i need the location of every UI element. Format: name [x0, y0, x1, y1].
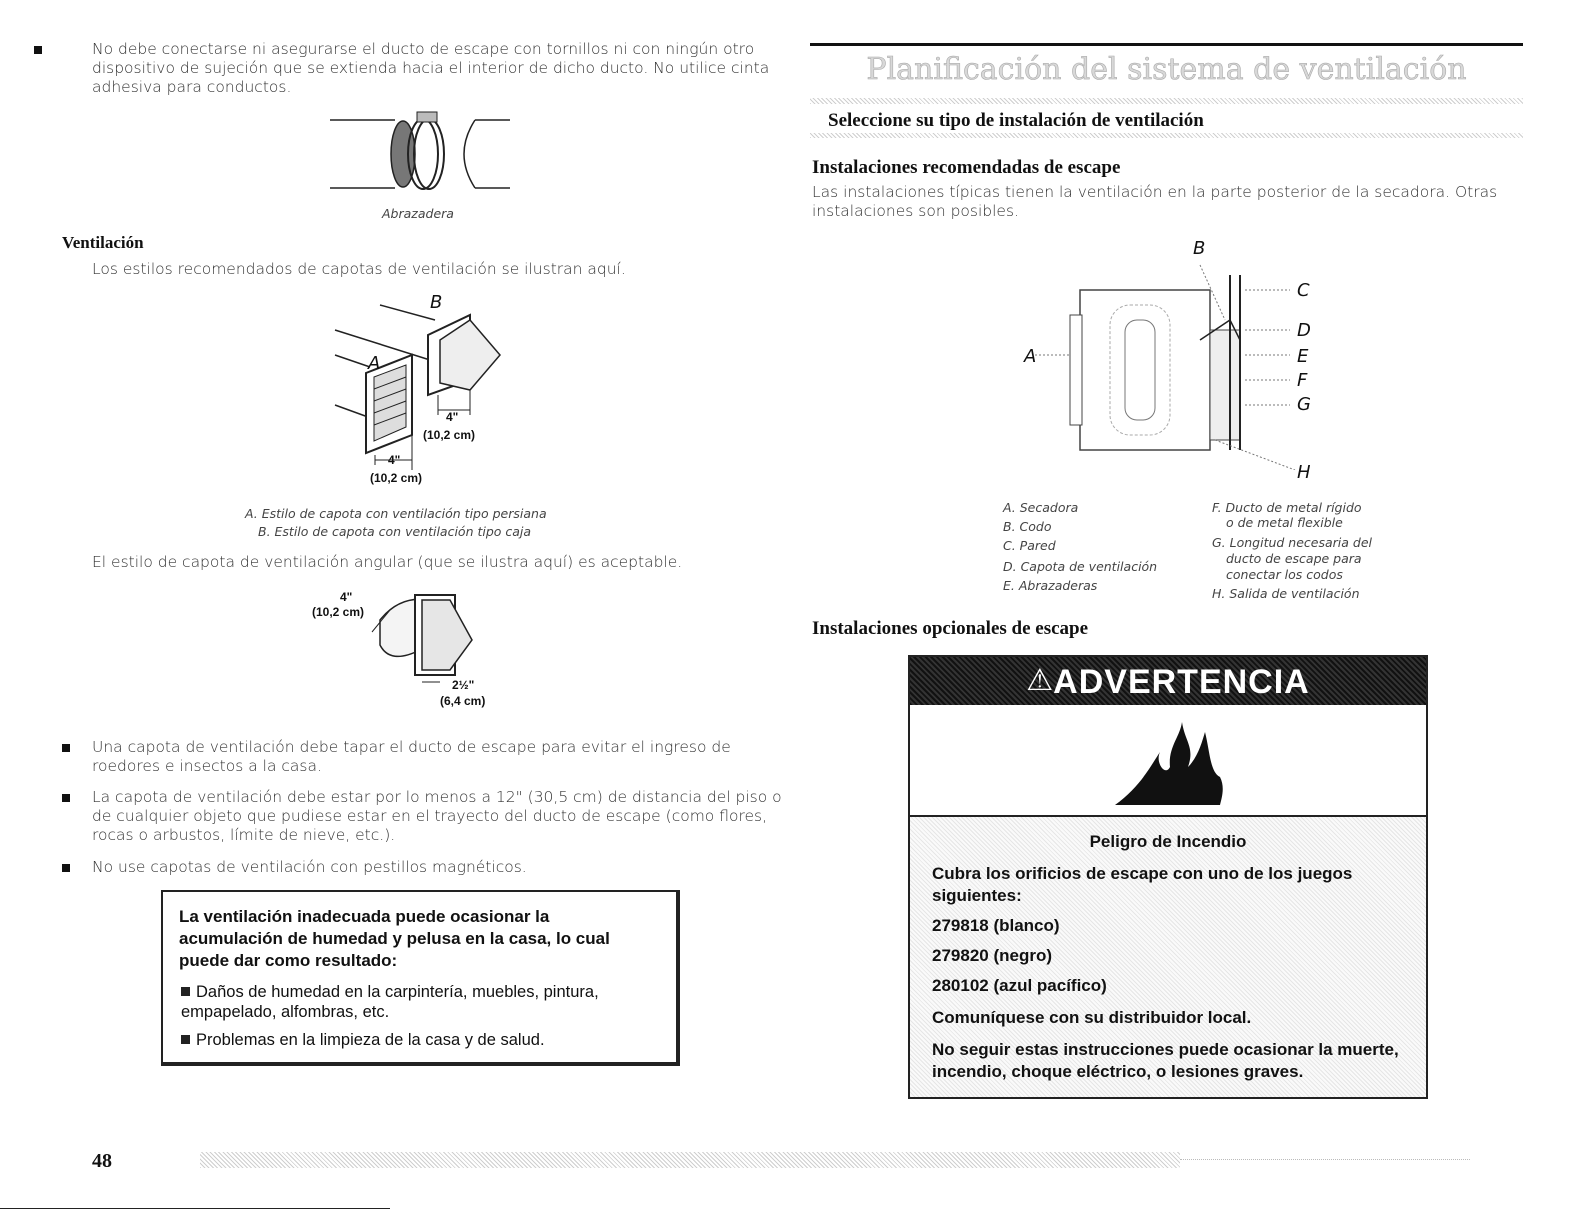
hood-caption-a: A. Estilo de capota con ventilación tipo persiana	[245, 506, 547, 521]
hood-dim-b: 4"	[446, 410, 459, 424]
hood-label-a: A	[368, 353, 381, 374]
bullet-text-magnetic: No use capotas de ventilación con pestillos magnéticos.	[92, 858, 527, 876]
warn-kit-1: 279818 (blanco)	[932, 916, 1060, 935]
legend-g-3: conectar los codos	[1226, 567, 1343, 582]
fire-icon-area	[910, 707, 1426, 817]
warning-body	[910, 817, 1426, 1097]
diagram-label-h: H	[1297, 462, 1311, 483]
legend-g-2: ducto de escape para	[1226, 551, 1362, 566]
warn-final: No seguir estas instrucciones puede ocasionar la muerte, incendio, choque eléctrico, o lesiones graves.	[932, 1040, 1399, 1081]
hood-dim-a-cm: (10,2 cm)	[370, 471, 423, 485]
bullet-marker	[62, 864, 70, 872]
humidity-box-heading: La ventilación inadecuada puede ocasionar la acumulación de humedad y pelusa en la casa, lo cual puede dar como resultado:	[179, 907, 610, 970]
hood-label-b: B	[430, 292, 443, 313]
fire-icon	[1110, 717, 1230, 807]
bullet-marker	[62, 794, 70, 802]
fire-title: Peligro de Incendio	[1089, 832, 1247, 851]
vent-heading: Ventilación	[62, 233, 144, 252]
humidity-box-item-1-text: Daños de humedad en la carpintería, muebles, pintura, empapelado, alfombras, etc.	[181, 983, 599, 1021]
humidity-box-item-1	[181, 982, 661, 1022]
warn-kit-3: 280102 (azul pacífico)	[932, 976, 1107, 995]
bullet-text-distance: La capota de ventilación debe estar por lo menos a 12" (30,5 cm) de distancia del piso o de cualquier objeto que pudiese estar en el trayecto del ducto de escape (como flores, rocas o arbustos, límite de nieve, etc.).	[92, 788, 782, 844]
footer-dotted-rule	[1180, 1159, 1470, 1160]
diagram-label-b: B	[1193, 238, 1206, 259]
vent-intro: Los estilos recomendados de capotas de ventilación se ilustran aquí.	[92, 260, 626, 278]
vent-hoods-illustration	[330, 295, 540, 495]
warning-triangle-icon: ⚠	[1026, 663, 1054, 698]
angular-dim-2-cm: (6,4 cm)	[440, 694, 486, 708]
legend-f-1: F. Ducto de metal rígido	[1212, 500, 1362, 515]
clamp-caption: Abrazadera	[382, 206, 454, 221]
diagram-label-c: C	[1297, 280, 1310, 301]
bullet-text-no-screws: No debe conectarse ni asegurarse el ducto de escape con tornillos ni con ningún otro dispositivo de sujeción que se extienda hacia el interior de dicho ducto. No utilice cinta adhesiva para conductos.	[92, 40, 770, 96]
bottom-rule	[0, 1208, 390, 1209]
hood-dim-b-cm: (10,2 cm)	[423, 428, 476, 442]
legend-d: D. Capota de ventilación	[1003, 559, 1158, 574]
angular-hood-text: El estilo de capota de ventilación angular (que se ilustra aquí) es aceptable.	[92, 553, 683, 571]
optional-heading: Instalaciones opcionales de escape	[812, 618, 1089, 639]
angular-dim-1: 4"	[340, 590, 353, 604]
legend-a: A. Secadora	[1003, 500, 1079, 515]
diagram-label-f: F	[1297, 370, 1308, 391]
legend-c: C. Pared	[1003, 538, 1056, 553]
angular-hood-illustration	[360, 590, 500, 700]
humidity-warning-box	[161, 890, 680, 1066]
bullet-marker	[34, 46, 42, 54]
warning-header	[910, 657, 1426, 705]
page-title: Planificación del sistema de ventilación	[866, 52, 1467, 87]
bullet-marker	[62, 744, 70, 752]
diagram-label-d: D	[1297, 320, 1311, 341]
warning-title: ADVERTENCIA	[1053, 663, 1310, 701]
square-bullet	[181, 987, 190, 996]
fire-warning-box	[908, 655, 1428, 1099]
dryer-installation-diagram	[1030, 260, 1320, 470]
bullet-text-rodents: Una capota de ventilación debe tapar el ducto de escape para evitar el ingreso de roedores e insectos a la casa.	[92, 738, 731, 775]
title-rule	[810, 43, 1523, 46]
section-underline	[810, 133, 1523, 138]
legend-b: B. Codo	[1003, 519, 1052, 534]
clamp-illustration	[325, 108, 515, 193]
footer-bar	[200, 1152, 1180, 1168]
warn-kit-2: 279820 (negro)	[932, 946, 1052, 965]
warn-contact: Comuníquese con su distribuidor local.	[932, 1008, 1252, 1027]
recommended-heading: Instalaciones recomendadas de escape	[812, 157, 1121, 178]
title-underline	[810, 98, 1523, 104]
legend-h: H. Salida de ventilación	[1212, 586, 1360, 601]
legend-f-2: o de metal flexible	[1226, 515, 1343, 530]
legend-e: E. Abrazaderas	[1003, 578, 1098, 593]
legend-g-1: G. Longitud necesaria del	[1212, 535, 1372, 550]
diagram-label-e: E	[1297, 346, 1309, 367]
angular-dim-2: 2½"	[452, 678, 475, 692]
angular-dim-1-cm: (10,2 cm)	[312, 605, 365, 619]
recommended-text: Las instalaciones típicas tienen la ventilación en la parte posterior de la secadora. Otras instalaciones son posibles.	[812, 183, 1498, 220]
page-number: 48	[92, 1150, 112, 1172]
humidity-box-item-2	[181, 1030, 661, 1050]
section-heading: Seleccione su tipo de instalación de ventilación	[828, 110, 1204, 131]
warn-cover-holes: Cubra los orificios de escape con uno de los juegos siguientes:	[932, 864, 1353, 905]
diagram-label-g: G	[1297, 394, 1311, 415]
humidity-box-item-2-text: Problemas en la limpieza de la casa y de salud.	[196, 1031, 545, 1049]
square-bullet	[181, 1035, 190, 1044]
diagram-label-a: A	[1024, 346, 1037, 367]
hood-dim-a: 4"	[388, 453, 401, 467]
hood-caption-b: B. Estilo de capota con ventilación tipo caja	[258, 524, 532, 539]
